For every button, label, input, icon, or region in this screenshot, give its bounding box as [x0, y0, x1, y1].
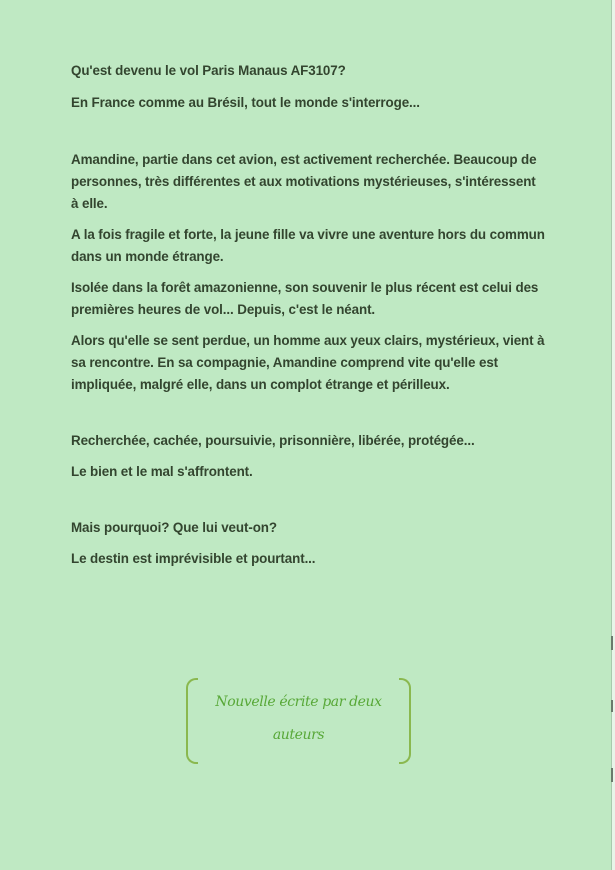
page-edge-mark: [611, 768, 613, 782]
left-bracket-shape: [186, 678, 198, 764]
synopsis-paragraph-2: En France comme au Brésil, tout le monde s'interroge...: [71, 95, 420, 110]
page-edge-mark: [611, 700, 613, 712]
synopsis-text: [71, 60, 546, 570]
page-edge: [611, 0, 615, 870]
synopsis-paragraph-4: A la fois fragile et forte, la jeune fille va vivre une aventure hors du commun dans un monde étrange.: [71, 227, 545, 264]
page-edge-mark: [611, 636, 613, 650]
synopsis-paragraph-5: Isolée dans la forêt amazonienne, son souvenir le plus récent est celui des premières heures de vol... Depuis, c'est le néant.: [71, 280, 539, 317]
authors-callout: [186, 678, 411, 764]
synopsis-paragraph-8: Le bien et le mal s'affrontent.: [71, 464, 253, 479]
synopsis-paragraph-9: Mais pourquoi? Que lui veut-on?: [71, 520, 277, 535]
right-bracket-shape: [399, 678, 411, 764]
synopsis-paragraph-10: Le destin est imprévisible et pourtant...: [71, 551, 316, 566]
synopsis-paragraph-6: Alors qu'elle se sent perdue, un homme aux yeux clairs, mystérieux, vient à sa rencontre. En sa compagnie, Amandine comprend vite qu'elle est impliquée, malgré elle, dans un complot étrange et périlleux.: [71, 333, 545, 392]
synopsis-paragraph-3: Amandine, partie dans cet avion, est activement recherchée. Beaucoup de personnes, très différentes et aux motivations mystérieuses, s'intéressent à elle.: [71, 152, 537, 211]
synopsis-paragraph-1: Qu'est devenu le vol Paris Manaus AF3107?: [71, 63, 346, 78]
synopsis-paragraph-7: Recherchée, cachée, poursuivie, prisonnière, libérée, protégée...: [71, 433, 475, 448]
callout-text: Nouvelle écrite par deux auteurs: [215, 694, 382, 743]
